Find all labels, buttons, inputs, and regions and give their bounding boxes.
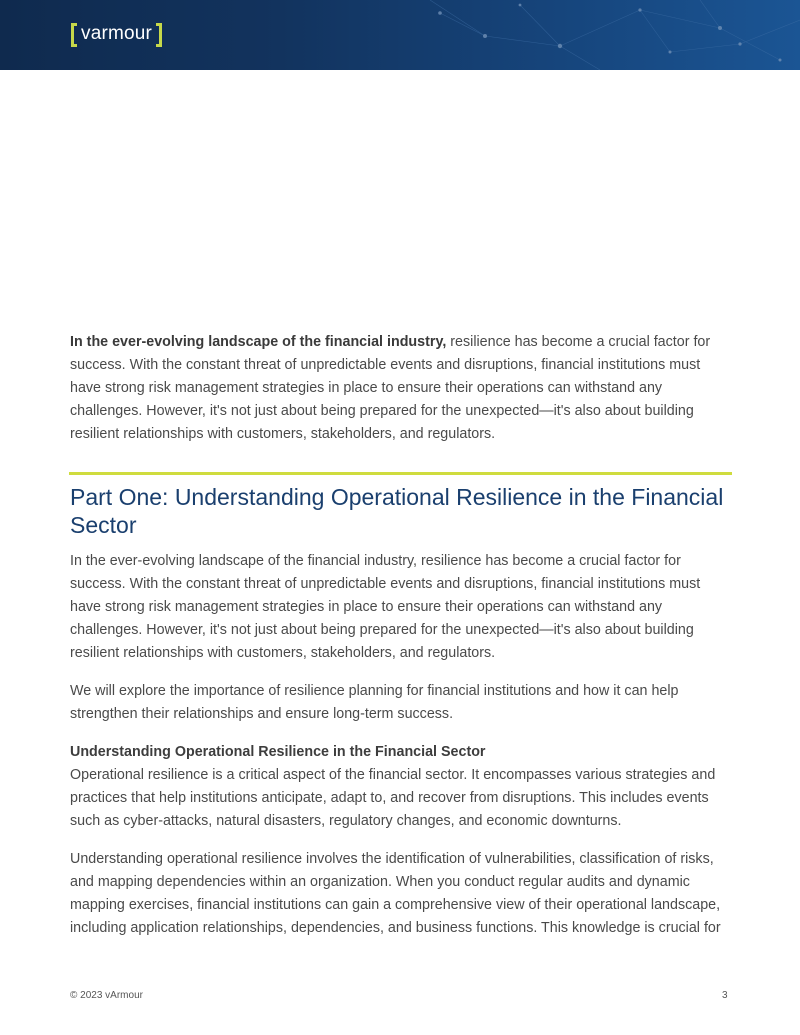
page-number: 3 [722, 990, 728, 1001]
intro-paragraph [70, 331, 732, 446]
intro-lead-bold: In the ever-evolving landscape of the financial industry, [70, 334, 447, 350]
section-subheading: Understanding Operational Resilience in the Financial Sector [70, 744, 486, 760]
section-paragraph-3-text: Operational resilience is a critical aspect of the financial sector. It encompasses various strategies and practices that help institutions anticipate, adapt to, and recover from disruptions. This includes events such as cyber-attacks, natural disasters, regulatory changes, and economic downturns. [70, 767, 716, 829]
section-title: Part One: Understanding Operational Resilience in the Financial Sector [70, 484, 724, 538]
section-paragraph-4: Understanding operational resilience involves the identification of vulnerabilities, classification of risks, and mapping dependencies within an organization. When you conduct regular audits and dynamic mapping exercises, financial institutions can gain a comprehensive view of their operational landscape, including application relationships, dependencies, and business functions. This knowledge is crucial for [70, 851, 721, 936]
varmour-logo [71, 22, 162, 48]
footer-copyright: © 2023 vArmour [70, 990, 143, 1001]
section-paragraph-1: In the ever-evolving landscape of the financial industry, resilience has become a crucial factor for success. With the constant threat of unpredictable events and disruptions, financial institutions must have strong risk management strategies in place to ensure their operations can withstand any challenges. However, it's not just about being prepared for the unexpected—it's also about building resilient relationships with customers, stakeholders, and regulators. [70, 553, 701, 661]
section-paragraph-2: We will explore the importance of resilience planning for financial institutions and how it can help strengthen their relationships and ensure long-term success. [70, 683, 679, 722]
section-paragraph-3 [70, 741, 732, 833]
section-divider [69, 472, 732, 475]
intro-rest: resilience has become a crucial factor for success. With the constant threat of unpredictable events and disruptions, financial institutions must have strong risk management strategies in place to ensure their operations can withstand any challenges. However, it's not just about being prepared for the unexpected—it's also about building resilient relationships with customers, stakeholders, and regulators. [70, 334, 711, 442]
page-header-banner [0, 0, 800, 70]
logo-right-bracket [156, 23, 162, 47]
logo-wordmark: varmour [81, 23, 153, 44]
section-body [70, 550, 732, 955]
